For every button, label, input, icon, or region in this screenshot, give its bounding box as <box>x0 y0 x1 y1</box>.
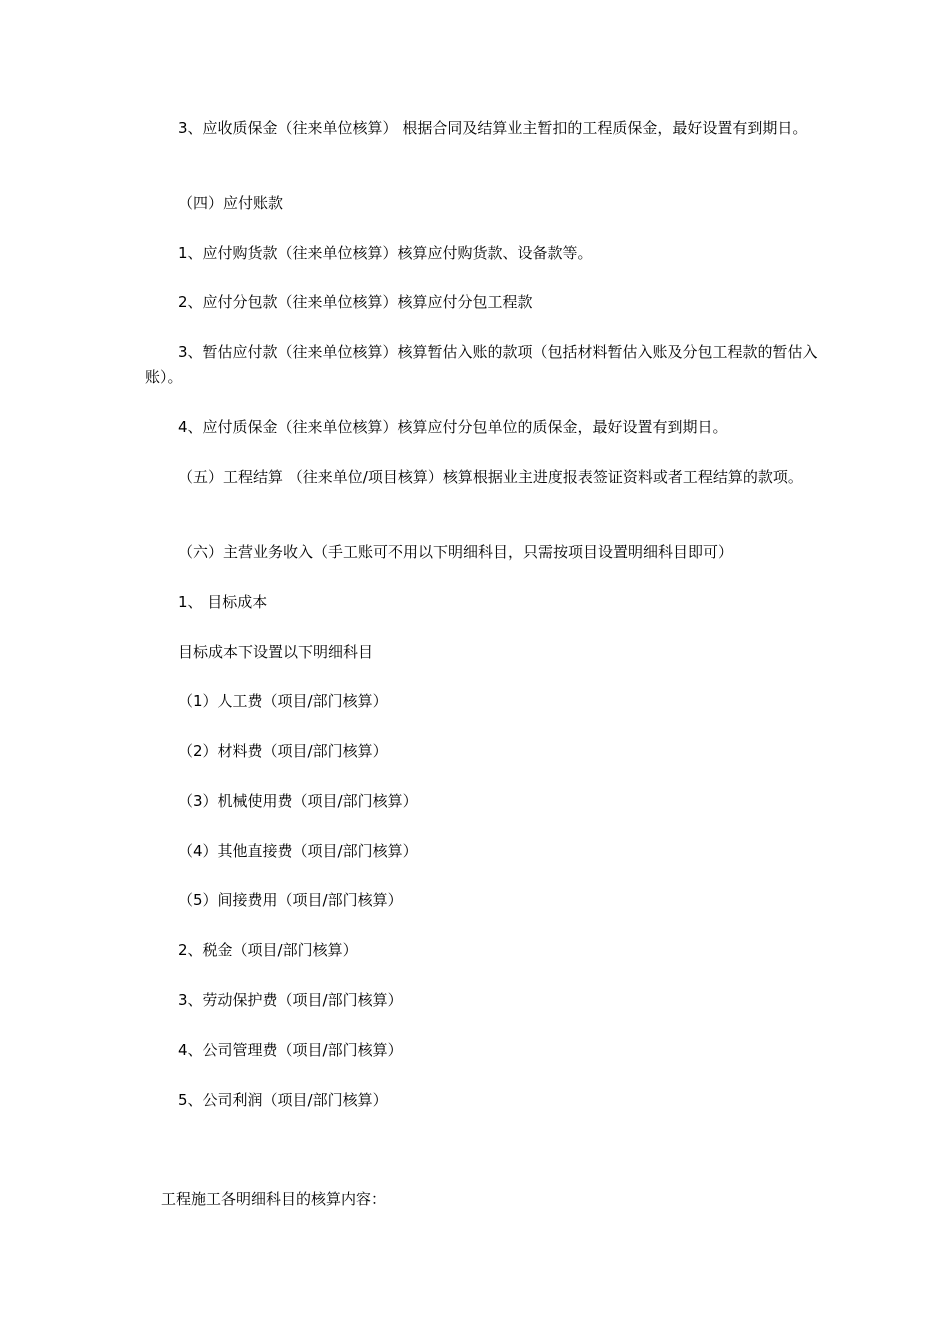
paragraph-section-intro: 工程施工各明细科目的核算内容： <box>161 1190 387 1208</box>
paragraph-subcontract-payable: 2、应付分包款（往来单位核算）核算应付分包工程款 <box>178 293 533 311</box>
list-item-company-profit: 5、公司利润（项目/部门核算） <box>178 1091 388 1109</box>
list-item-management-fee: 4、公司管理费（项目/部门核算） <box>178 1041 403 1059</box>
list-item-labor-cost: （1）人工费（项目/部门核算） <box>178 692 388 710</box>
paragraph-project-settlement: （五）工程结算 （往来单位/项目核算）核算根据业主进度报表签证资料或者工程结算的款项。 <box>178 468 803 486</box>
list-item-machinery-cost: （3）机械使用费（项目/部门核算） <box>178 792 418 810</box>
heading-accounts-payable: （四）应付账款 <box>178 194 284 212</box>
list-item-indirect-cost: （5）间接费用（项目/部门核算） <box>178 891 403 909</box>
list-item-labor-protection: 3、劳动保护费（项目/部门核算） <box>178 991 403 1009</box>
heading-main-business-income: （六）主营业务收入（手工账可不用以下明细科目，只需按项目设置明细科目即可） <box>178 543 734 561</box>
paragraph-target-cost-intro: 目标成本下设置以下明细科目 <box>178 643 374 661</box>
paragraph-retention-receivable: 3、应收质保金（往来单位核算） 根据合同及结算业主暂扣的工程质保金，最好设置有到期日。 <box>178 119 808 137</box>
list-item-material-cost: （2）材料费（项目/部门核算） <box>178 742 388 760</box>
paragraph-purchase-payable: 1、应付购货款（往来单位核算）核算应付购货款、设备款等。 <box>178 244 593 262</box>
list-item-other-direct-cost: （4）其他直接费（项目/部门核算） <box>178 842 418 860</box>
heading-target-cost: 1、 目标成本 <box>178 593 268 611</box>
list-item-tax: 2、税金（项目/部门核算） <box>178 941 358 959</box>
paragraph-estimated-payable: 3、暂估应付款（往来单位核算）核算暂估入账的款项（包括材料暂估入账及分包工程款的暂估入账）。 <box>145 343 818 386</box>
paragraph-retention-payable: 4、应付质保金（往来单位核算）核算应付分包单位的质保金，最好设置有到期日。 <box>178 418 728 436</box>
